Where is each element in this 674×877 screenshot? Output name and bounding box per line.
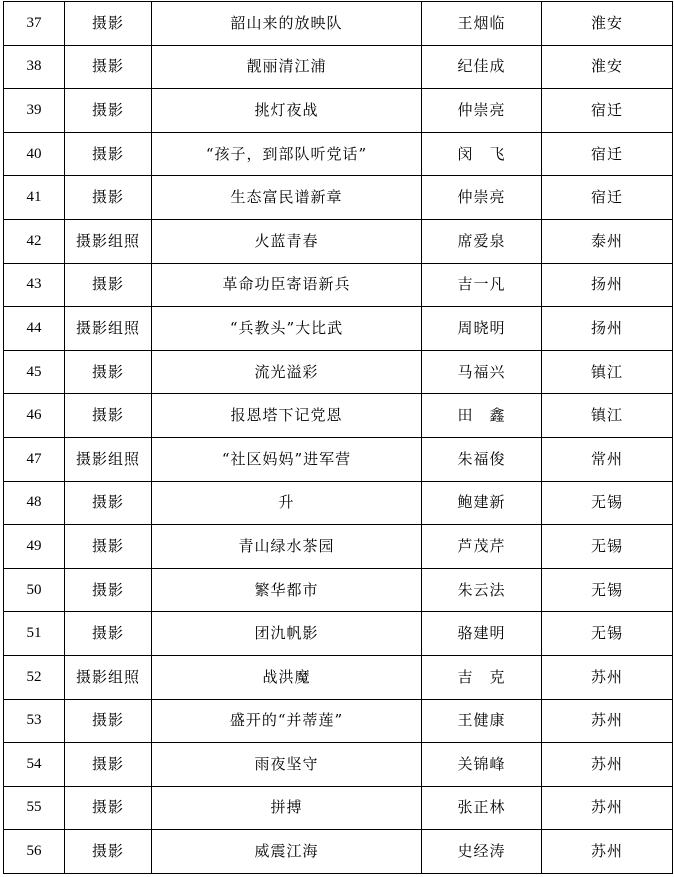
city-name: 宿迁 <box>542 132 673 176</box>
row-number: 44 <box>4 307 65 351</box>
work-category: 摄影组照 <box>65 307 152 351</box>
row-number: 41 <box>4 176 65 220</box>
city-name: 苏州 <box>542 699 673 743</box>
row-number: 37 <box>4 2 65 46</box>
table-row <box>4 699 673 743</box>
row-number: 55 <box>4 786 65 830</box>
award-table <box>3 1 673 874</box>
work-title: 雨夜坚守 <box>152 743 422 787</box>
row-number: 50 <box>4 568 65 612</box>
city-name: 苏州 <box>542 830 673 874</box>
author-name: 鲍建新 <box>422 481 542 525</box>
work-title: 战洪魔 <box>152 655 422 699</box>
row-number: 45 <box>4 350 65 394</box>
city-name: 无锡 <box>542 481 673 525</box>
row-number: 40 <box>4 132 65 176</box>
table-row <box>4 437 673 481</box>
table-row <box>4 132 673 176</box>
work-title: 挑灯夜战 <box>152 89 422 133</box>
work-category: 摄影 <box>65 263 152 307</box>
work-category: 摄影 <box>65 176 152 220</box>
table-row <box>4 525 673 569</box>
work-title: 报恩塔下记党恩 <box>152 394 422 438</box>
work-category: 摄影 <box>65 89 152 133</box>
work-category: 摄影组照 <box>65 655 152 699</box>
row-number: 47 <box>4 437 65 481</box>
row-number: 39 <box>4 89 65 133</box>
row-number: 43 <box>4 263 65 307</box>
table-row <box>4 568 673 612</box>
city-name: 镇江 <box>542 350 673 394</box>
table-row <box>4 481 673 525</box>
city-name: 常州 <box>542 437 673 481</box>
work-title: “兵教头”大比武 <box>152 307 422 351</box>
work-category: 摄影 <box>65 525 152 569</box>
work-title: 团氿帆影 <box>152 612 422 656</box>
table-row <box>4 176 673 220</box>
work-category: 摄影组照 <box>65 219 152 263</box>
work-title: 威震江海 <box>152 830 422 874</box>
table-row <box>4 786 673 830</box>
work-category: 摄影 <box>65 2 152 46</box>
work-category: 摄影 <box>65 568 152 612</box>
work-category: 摄影 <box>65 45 152 89</box>
work-category: 摄影 <box>65 612 152 656</box>
table-row <box>4 307 673 351</box>
city-name: 苏州 <box>542 743 673 787</box>
work-category: 摄影 <box>65 830 152 874</box>
author-name: 席爱泉 <box>422 219 542 263</box>
work-title: 升 <box>152 481 422 525</box>
table-row <box>4 612 673 656</box>
row-number: 46 <box>4 394 65 438</box>
city-name: 宿迁 <box>542 176 673 220</box>
row-number: 52 <box>4 655 65 699</box>
table-row <box>4 743 673 787</box>
city-name: 泰州 <box>542 219 673 263</box>
work-title: 靓丽清江浦 <box>152 45 422 89</box>
city-name: 扬州 <box>542 307 673 351</box>
author-name: 闵 飞 <box>422 132 542 176</box>
row-number: 42 <box>4 219 65 263</box>
city-name: 淮安 <box>542 2 673 46</box>
author-name: 王健康 <box>422 699 542 743</box>
city-name: 宿迁 <box>542 89 673 133</box>
work-category: 摄影组照 <box>65 437 152 481</box>
table-row <box>4 2 673 46</box>
award-table-body <box>4 2 673 874</box>
author-name: 朱云法 <box>422 568 542 612</box>
work-category: 摄影 <box>65 350 152 394</box>
author-name: 仲崇亮 <box>422 89 542 133</box>
row-number: 53 <box>4 699 65 743</box>
author-name: 田 鑫 <box>422 394 542 438</box>
author-name: 仲崇亮 <box>422 176 542 220</box>
author-name: 朱福俊 <box>422 437 542 481</box>
table-row <box>4 655 673 699</box>
city-name: 无锡 <box>542 568 673 612</box>
table-row <box>4 394 673 438</box>
author-name: 芦茂芹 <box>422 525 542 569</box>
table-row <box>4 219 673 263</box>
author-name: 张正林 <box>422 786 542 830</box>
city-name: 扬州 <box>542 263 673 307</box>
author-name: 关锦峰 <box>422 743 542 787</box>
row-number: 48 <box>4 481 65 525</box>
work-category: 摄影 <box>65 786 152 830</box>
table-row <box>4 830 673 874</box>
work-title: 火蓝青春 <box>152 219 422 263</box>
author-name: 骆建明 <box>422 612 542 656</box>
work-category: 摄影 <box>65 481 152 525</box>
row-number: 38 <box>4 45 65 89</box>
author-name: 吉 克 <box>422 655 542 699</box>
author-name: 马福兴 <box>422 350 542 394</box>
work-title: 革命功臣寄语新兵 <box>152 263 422 307</box>
author-name: 纪佳成 <box>422 45 542 89</box>
city-name: 苏州 <box>542 786 673 830</box>
city-name: 苏州 <box>542 655 673 699</box>
author-name: 吉一凡 <box>422 263 542 307</box>
work-title: “社区妈妈”进军营 <box>152 437 422 481</box>
work-category: 摄影 <box>65 394 152 438</box>
table-row <box>4 45 673 89</box>
row-number: 49 <box>4 525 65 569</box>
author-name: 王烟临 <box>422 2 542 46</box>
work-category: 摄影 <box>65 132 152 176</box>
city-name: 无锡 <box>542 525 673 569</box>
work-title: 青山绿水茶园 <box>152 525 422 569</box>
table-row <box>4 89 673 133</box>
work-title: “孩子，到部队听党话” <box>152 132 422 176</box>
work-title: 韶山来的放映队 <box>152 2 422 46</box>
table-row <box>4 263 673 307</box>
work-title: 流光溢彩 <box>152 350 422 394</box>
table-row <box>4 350 673 394</box>
work-title: 拼搏 <box>152 786 422 830</box>
city-name: 无锡 <box>542 612 673 656</box>
work-title: 繁华都市 <box>152 568 422 612</box>
work-title: 盛开的“并蒂莲” <box>152 699 422 743</box>
row-number: 56 <box>4 830 65 874</box>
row-number: 51 <box>4 612 65 656</box>
author-name: 周晓明 <box>422 307 542 351</box>
work-category: 摄影 <box>65 699 152 743</box>
work-title: 生态富民谱新章 <box>152 176 422 220</box>
row-number: 54 <box>4 743 65 787</box>
author-name: 史经涛 <box>422 830 542 874</box>
city-name: 淮安 <box>542 45 673 89</box>
work-category: 摄影 <box>65 743 152 787</box>
city-name: 镇江 <box>542 394 673 438</box>
